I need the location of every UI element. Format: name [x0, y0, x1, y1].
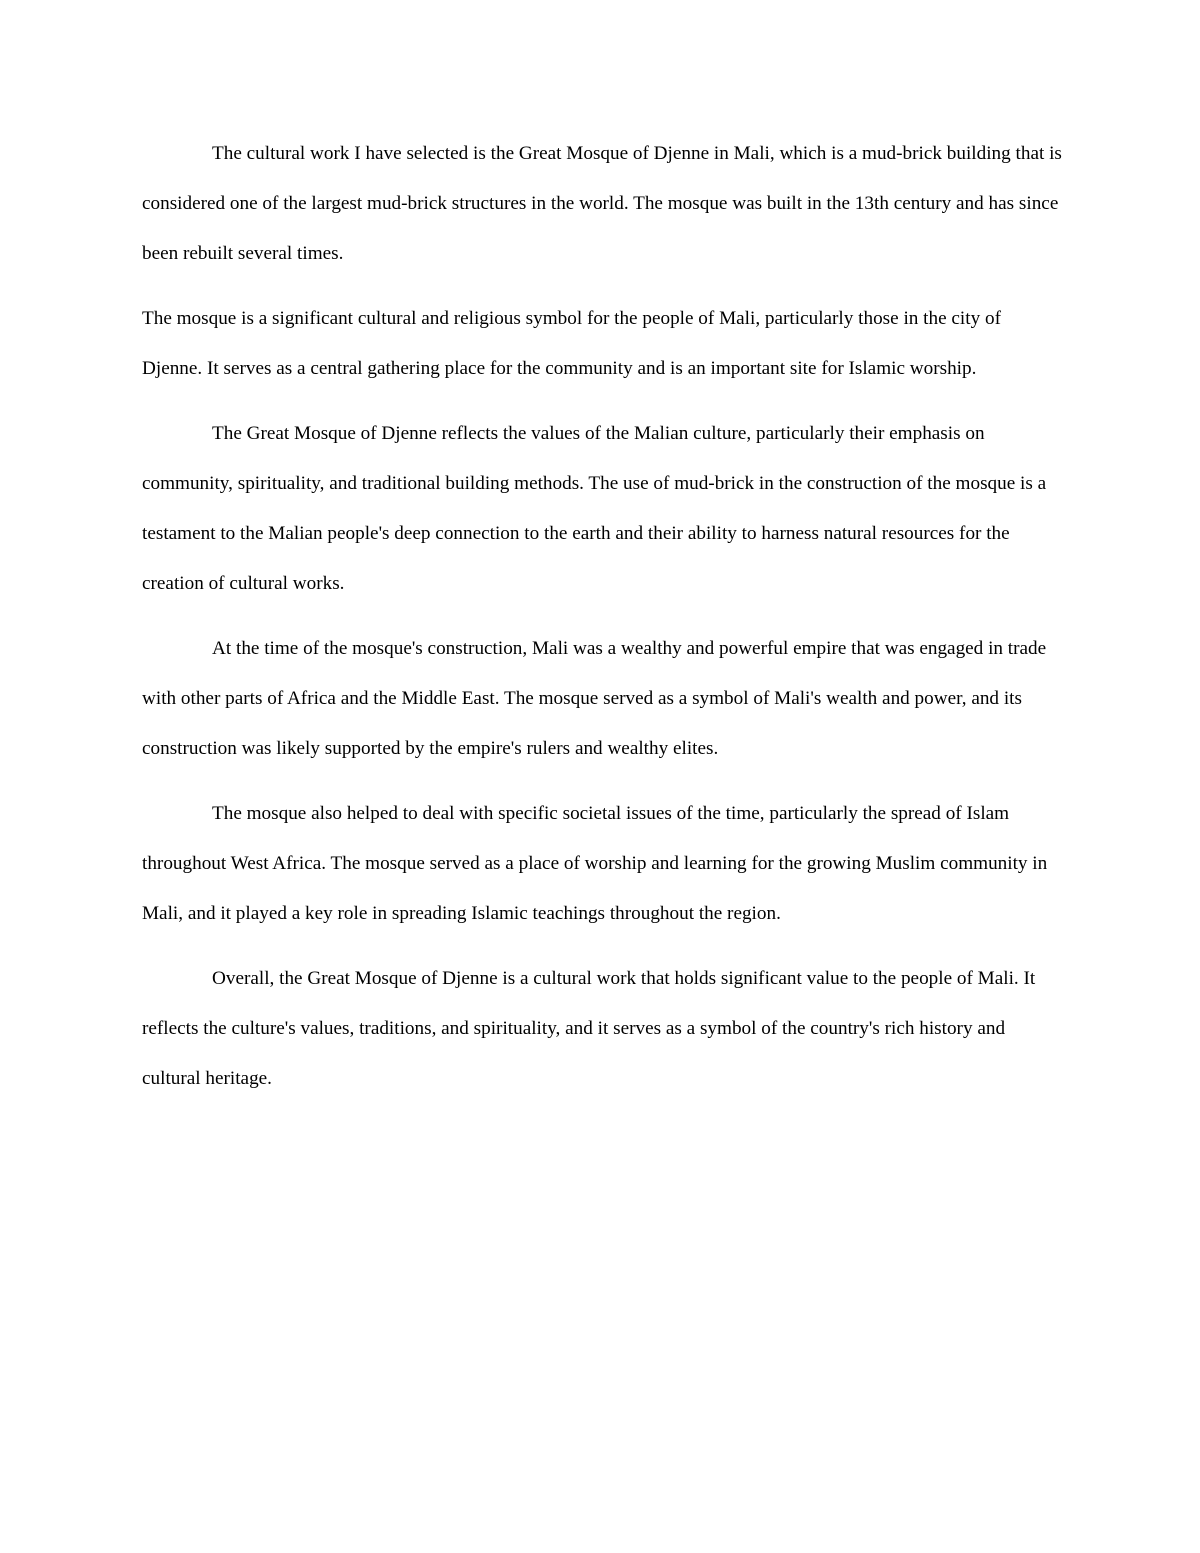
paragraph-2: The mosque is a significant cultural and religious symbol for the people of Mali, particularly those in the city of Djenne. It serves as a central gathering place for the community and is an important site for Islamic worship.	[142, 308, 1001, 379]
paragraph-6: Overall, the Great Mosque of Djenne is a cultural work that holds significant value to the people of Mali. It reflects the culture's values, traditions, and spirituality, and it serves as a symbol of the country's rich history and cultural heritage.	[142, 968, 1036, 1089]
paragraph-5: The mosque also helped to deal with specific societal issues of the time, particularly the spread of Islam throughout West Africa. The mosque served as a place of worship and learning for the growing Muslim community in Mali, and it played a key role in spreading Islamic teachings throughout the region.	[142, 803, 1048, 924]
paragraph-4: At the time of the mosque's construction, Mali was a wealthy and powerful empire that was engaged in trade with other parts of Africa and the Middle East. The mosque served as a symbol of Mali's wealth and power, and its construction was likely supported by the empire's rulers and wealthy elites.	[142, 638, 1047, 759]
document-body	[142, 129, 1062, 1119]
paragraph-1: The cultural work I have selected is the Great Mosque of Djenne in Mali, which is a mud-brick building that is considered one of the largest mud-brick structures in the world. The mosque was built in the 13th century and has since been rebuilt several times.	[142, 143, 1062, 264]
paragraph-3: The Great Mosque of Djenne reflects the values of the Malian culture, particularly their emphasis on community, spirituality, and traditional building methods. The use of mud-brick in the construction of the mosque is a testament to the Malian people's deep connection to the earth and their ability to harness natural resources for the creation of cultural works.	[142, 423, 1047, 594]
